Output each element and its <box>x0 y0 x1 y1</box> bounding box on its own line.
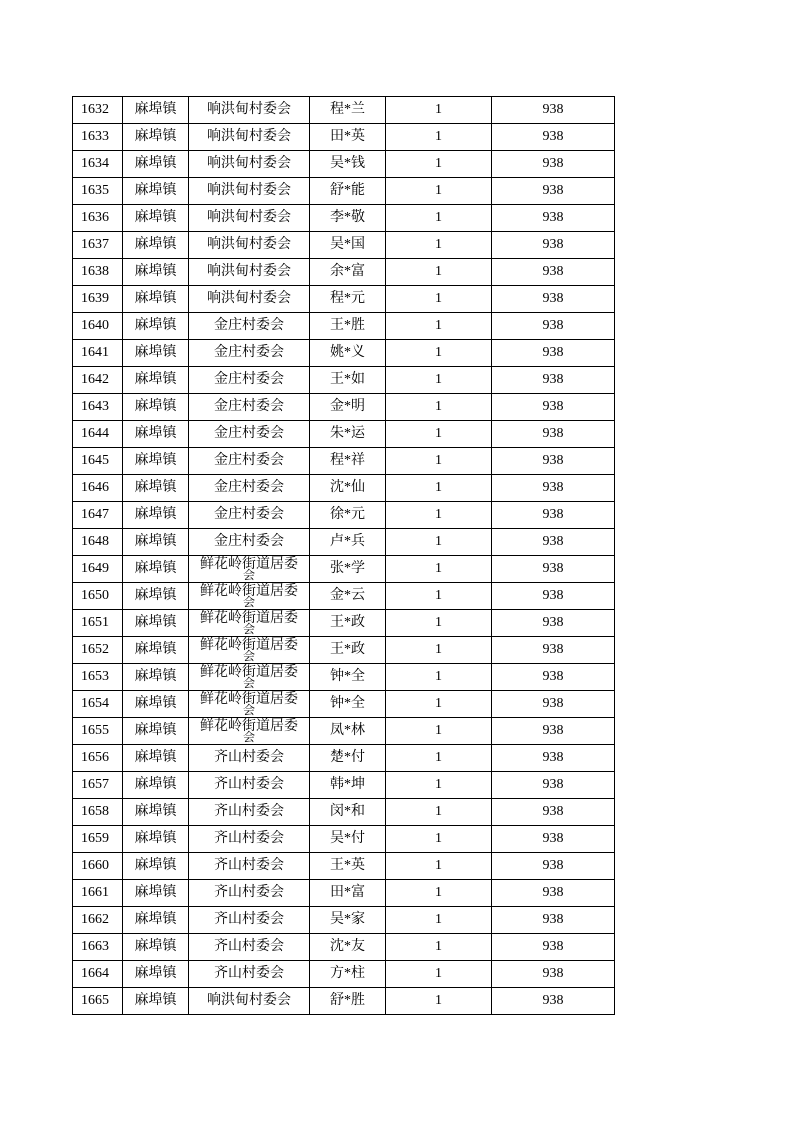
person-name-cell: 吴*付 <box>310 826 386 853</box>
count-cell: 1 <box>386 97 492 124</box>
unit-cell: 响洪甸村委会 <box>189 286 310 313</box>
person-name-cell: 张*学 <box>310 556 386 583</box>
count-cell: 1 <box>386 151 492 178</box>
person-name-cell: 姚*义 <box>310 340 386 367</box>
person-name-cell: 李*敬 <box>310 205 386 232</box>
row-number-cell: 1663 <box>73 934 123 961</box>
person-name-cell: 闵*和 <box>310 799 386 826</box>
person-name-cell: 舒*能 <box>310 178 386 205</box>
person-name-cell: 吴*国 <box>310 232 386 259</box>
town-cell: 麻埠镇 <box>123 448 189 475</box>
row-number-cell: 1632 <box>73 97 123 124</box>
unit-cell: 齐山村委会 <box>189 772 310 799</box>
count-cell: 1 <box>386 529 492 556</box>
unit-cell: 响洪甸村委会 <box>189 151 310 178</box>
row-number-cell: 1657 <box>73 772 123 799</box>
unit-cell: 金庄村委会 <box>189 340 310 367</box>
count-cell: 1 <box>386 502 492 529</box>
town-cell: 麻埠镇 <box>123 151 189 178</box>
amount-cell: 938 <box>492 340 615 367</box>
row-number-cell: 1635 <box>73 178 123 205</box>
count-cell: 1 <box>386 556 492 583</box>
town-cell: 麻埠镇 <box>123 907 189 934</box>
town-cell: 麻埠镇 <box>123 421 189 448</box>
town-cell: 麻埠镇 <box>123 232 189 259</box>
town-cell: 麻埠镇 <box>123 556 189 583</box>
row-number-cell: 1645 <box>73 448 123 475</box>
town-cell: 麻埠镇 <box>123 637 189 664</box>
table-row <box>73 826 615 853</box>
unit-cell: 齐山村委会 <box>189 826 310 853</box>
table-row <box>73 475 615 502</box>
record-table <box>72 96 615 1015</box>
unit-line-1: 鲜花岭街道居委 <box>200 692 298 707</box>
unit-cell: 金庄村委会 <box>189 394 310 421</box>
person-name-cell: 钟*全 <box>310 691 386 718</box>
count-cell: 1 <box>386 232 492 259</box>
row-number-cell: 1637 <box>73 232 123 259</box>
count-cell: 1 <box>386 637 492 664</box>
town-cell: 麻埠镇 <box>123 394 189 421</box>
person-name-cell: 金*云 <box>310 583 386 610</box>
unit-line-1: 鲜花岭街道居委 <box>200 557 298 572</box>
amount-cell: 938 <box>492 772 615 799</box>
table-row <box>73 97 615 124</box>
unit-cell: 齐山村委会 <box>189 907 310 934</box>
table-row <box>73 745 615 772</box>
town-cell: 麻埠镇 <box>123 664 189 691</box>
amount-cell: 938 <box>492 448 615 475</box>
town-cell: 麻埠镇 <box>123 367 189 394</box>
person-name-cell: 吴*钱 <box>310 151 386 178</box>
amount-cell: 938 <box>492 583 615 610</box>
person-name-cell: 程*兰 <box>310 97 386 124</box>
count-cell: 1 <box>386 907 492 934</box>
unit-cell: 齐山村委会 <box>189 961 310 988</box>
row-number-cell: 1638 <box>73 259 123 286</box>
unit-line-1: 鲜花岭街道居委 <box>200 638 298 653</box>
count-cell: 1 <box>386 799 492 826</box>
row-number-cell: 1655 <box>73 718 123 745</box>
amount-cell: 938 <box>492 205 615 232</box>
person-name-cell: 王*政 <box>310 610 386 637</box>
town-cell: 麻埠镇 <box>123 880 189 907</box>
count-cell: 1 <box>386 205 492 232</box>
count-cell: 1 <box>386 583 492 610</box>
count-cell: 1 <box>386 286 492 313</box>
town-cell: 麻埠镇 <box>123 502 189 529</box>
amount-cell: 938 <box>492 934 615 961</box>
count-cell: 1 <box>386 934 492 961</box>
amount-cell: 938 <box>492 988 615 1015</box>
row-number-cell: 1662 <box>73 907 123 934</box>
person-name-cell: 田*富 <box>310 880 386 907</box>
amount-cell: 938 <box>492 637 615 664</box>
row-number-cell: 1656 <box>73 745 123 772</box>
row-number-cell: 1665 <box>73 988 123 1015</box>
town-cell: 麻埠镇 <box>123 178 189 205</box>
table-row <box>73 205 615 232</box>
table-row <box>73 610 615 637</box>
table-row <box>73 907 615 934</box>
person-name-cell: 田*英 <box>310 124 386 151</box>
table-row <box>73 583 615 610</box>
amount-cell: 938 <box>492 502 615 529</box>
table-row <box>73 151 615 178</box>
row-number-cell: 1641 <box>73 340 123 367</box>
row-number-cell: 1653 <box>73 664 123 691</box>
unit-cell: 齐山村委会 <box>189 934 310 961</box>
town-cell: 麻埠镇 <box>123 934 189 961</box>
amount-cell: 938 <box>492 907 615 934</box>
unit-cell: 金庄村委会 <box>189 313 310 340</box>
unit-line-1: 鲜花岭街道居委 <box>200 719 298 734</box>
row-number-cell: 1652 <box>73 637 123 664</box>
unit-line-2: 会 <box>242 676 255 690</box>
town-cell: 麻埠镇 <box>123 313 189 340</box>
count-cell: 1 <box>386 610 492 637</box>
row-number-cell: 1643 <box>73 394 123 421</box>
amount-cell: 938 <box>492 259 615 286</box>
count-cell: 1 <box>386 340 492 367</box>
amount-cell: 938 <box>492 826 615 853</box>
person-name-cell: 韩*坤 <box>310 772 386 799</box>
unit-cell: 响洪甸村委会 <box>189 259 310 286</box>
table-row <box>73 664 615 691</box>
table-row <box>73 340 615 367</box>
unit-cell <box>189 664 310 691</box>
row-number-cell: 1644 <box>73 421 123 448</box>
unit-line-2: 会 <box>242 649 255 663</box>
row-number-cell: 1640 <box>73 313 123 340</box>
count-cell: 1 <box>386 448 492 475</box>
table-row <box>73 637 615 664</box>
person-name-cell: 王*胜 <box>310 313 386 340</box>
unit-cell: 金庄村委会 <box>189 448 310 475</box>
amount-cell: 938 <box>492 151 615 178</box>
row-number-cell: 1659 <box>73 826 123 853</box>
amount-cell: 938 <box>492 853 615 880</box>
amount-cell: 938 <box>492 745 615 772</box>
unit-cell: 金庄村委会 <box>189 529 310 556</box>
person-name-cell: 徐*元 <box>310 502 386 529</box>
table-row <box>73 529 615 556</box>
unit-cell: 金庄村委会 <box>189 475 310 502</box>
town-cell: 麻埠镇 <box>123 583 189 610</box>
amount-cell: 938 <box>492 367 615 394</box>
amount-cell: 938 <box>492 799 615 826</box>
town-cell: 麻埠镇 <box>123 853 189 880</box>
town-cell: 麻埠镇 <box>123 826 189 853</box>
amount-cell: 938 <box>492 556 615 583</box>
town-cell: 麻埠镇 <box>123 691 189 718</box>
person-name-cell: 凤*林 <box>310 718 386 745</box>
town-cell: 麻埠镇 <box>123 475 189 502</box>
town-cell: 麻埠镇 <box>123 124 189 151</box>
table-row <box>73 286 615 313</box>
table-row <box>73 799 615 826</box>
count-cell: 1 <box>386 745 492 772</box>
amount-cell: 938 <box>492 178 615 205</box>
unit-cell: 金庄村委会 <box>189 367 310 394</box>
amount-cell: 938 <box>492 286 615 313</box>
amount-cell: 938 <box>492 880 615 907</box>
table-row <box>73 961 615 988</box>
town-cell: 麻埠镇 <box>123 772 189 799</box>
amount-cell: 938 <box>492 421 615 448</box>
table-row <box>73 934 615 961</box>
person-name-cell: 金*明 <box>310 394 386 421</box>
table-row <box>73 178 615 205</box>
amount-cell: 938 <box>492 691 615 718</box>
town-cell: 麻埠镇 <box>123 745 189 772</box>
amount-cell: 938 <box>492 610 615 637</box>
town-cell: 麻埠镇 <box>123 286 189 313</box>
unit-line-2: 会 <box>242 595 255 609</box>
row-number-cell: 1650 <box>73 583 123 610</box>
table-row <box>73 691 615 718</box>
unit-line-1: 鲜花岭街道居委 <box>200 611 298 626</box>
row-number-cell: 1633 <box>73 124 123 151</box>
amount-cell: 938 <box>492 961 615 988</box>
row-number-cell: 1654 <box>73 691 123 718</box>
unit-cell: 响洪甸村委会 <box>189 205 310 232</box>
unit-cell: 响洪甸村委会 <box>189 178 310 205</box>
count-cell: 1 <box>386 961 492 988</box>
town-cell: 麻埠镇 <box>123 205 189 232</box>
person-name-cell: 吴*家 <box>310 907 386 934</box>
unit-cell <box>189 691 310 718</box>
row-number-cell: 1646 <box>73 475 123 502</box>
person-name-cell: 余*富 <box>310 259 386 286</box>
row-number-cell: 1651 <box>73 610 123 637</box>
table-row <box>73 502 615 529</box>
count-cell: 1 <box>386 772 492 799</box>
unit-line-2: 会 <box>242 703 255 717</box>
row-number-cell: 1648 <box>73 529 123 556</box>
person-name-cell: 钟*全 <box>310 664 386 691</box>
table-row <box>73 232 615 259</box>
count-cell: 1 <box>386 853 492 880</box>
person-name-cell: 舒*胜 <box>310 988 386 1015</box>
row-number-cell: 1647 <box>73 502 123 529</box>
unit-cell: 响洪甸村委会 <box>189 988 310 1015</box>
table-row <box>73 394 615 421</box>
person-name-cell: 楚*付 <box>310 745 386 772</box>
row-number-cell: 1636 <box>73 205 123 232</box>
count-cell: 1 <box>386 988 492 1015</box>
unit-cell <box>189 718 310 745</box>
table-row <box>73 448 615 475</box>
table-row <box>73 772 615 799</box>
amount-cell: 938 <box>492 232 615 259</box>
unit-cell <box>189 556 310 583</box>
unit-line-2: 会 <box>242 622 255 636</box>
unit-cell <box>189 610 310 637</box>
unit-cell <box>189 583 310 610</box>
town-cell: 麻埠镇 <box>123 610 189 637</box>
person-name-cell: 沈*友 <box>310 934 386 961</box>
count-cell: 1 <box>386 178 492 205</box>
unit-cell: 金庄村委会 <box>189 502 310 529</box>
unit-cell: 金庄村委会 <box>189 421 310 448</box>
table-row <box>73 718 615 745</box>
person-name-cell: 朱*运 <box>310 421 386 448</box>
row-number-cell: 1642 <box>73 367 123 394</box>
unit-cell: 响洪甸村委会 <box>189 232 310 259</box>
town-cell: 麻埠镇 <box>123 259 189 286</box>
count-cell: 1 <box>386 880 492 907</box>
unit-line-1: 鲜花岭街道居委 <box>200 665 298 680</box>
person-name-cell: 王*英 <box>310 853 386 880</box>
town-cell: 麻埠镇 <box>123 340 189 367</box>
row-number-cell: 1661 <box>73 880 123 907</box>
amount-cell: 938 <box>492 664 615 691</box>
row-number-cell: 1634 <box>73 151 123 178</box>
record-table-body <box>73 97 615 1015</box>
town-cell: 麻埠镇 <box>123 718 189 745</box>
count-cell: 1 <box>386 124 492 151</box>
table-row <box>73 259 615 286</box>
person-name-cell: 王*如 <box>310 367 386 394</box>
count-cell: 1 <box>386 826 492 853</box>
unit-line-2: 会 <box>242 568 255 582</box>
amount-cell: 938 <box>492 529 615 556</box>
row-number-cell: 1639 <box>73 286 123 313</box>
count-cell: 1 <box>386 394 492 421</box>
amount-cell: 938 <box>492 475 615 502</box>
town-cell: 麻埠镇 <box>123 988 189 1015</box>
unit-cell <box>189 637 310 664</box>
town-cell: 麻埠镇 <box>123 799 189 826</box>
count-cell: 1 <box>386 313 492 340</box>
person-name-cell: 程*元 <box>310 286 386 313</box>
person-name-cell: 王*政 <box>310 637 386 664</box>
table-row <box>73 853 615 880</box>
count-cell: 1 <box>386 367 492 394</box>
count-cell: 1 <box>386 475 492 502</box>
row-number-cell: 1649 <box>73 556 123 583</box>
amount-cell: 938 <box>492 97 615 124</box>
person-name-cell: 程*祥 <box>310 448 386 475</box>
row-number-cell: 1658 <box>73 799 123 826</box>
amount-cell: 938 <box>492 124 615 151</box>
table-row <box>73 556 615 583</box>
person-name-cell: 方*柱 <box>310 961 386 988</box>
unit-cell: 响洪甸村委会 <box>189 97 310 124</box>
unit-line-2: 会 <box>242 730 255 744</box>
person-name-cell: 沈*仙 <box>310 475 386 502</box>
row-number-cell: 1664 <box>73 961 123 988</box>
town-cell: 麻埠镇 <box>123 961 189 988</box>
table-row <box>73 124 615 151</box>
unit-cell: 齐山村委会 <box>189 745 310 772</box>
unit-cell: 齐山村委会 <box>189 799 310 826</box>
unit-cell: 齐山村委会 <box>189 880 310 907</box>
count-cell: 1 <box>386 259 492 286</box>
table-row <box>73 367 615 394</box>
amount-cell: 938 <box>492 718 615 745</box>
amount-cell: 938 <box>492 394 615 421</box>
unit-line-1: 鲜花岭街道居委 <box>200 584 298 599</box>
row-number-cell: 1660 <box>73 853 123 880</box>
town-cell: 麻埠镇 <box>123 97 189 124</box>
table-row <box>73 988 615 1015</box>
unit-cell: 齐山村委会 <box>189 853 310 880</box>
amount-cell: 938 <box>492 313 615 340</box>
table-row <box>73 421 615 448</box>
unit-cell: 响洪甸村委会 <box>189 124 310 151</box>
town-cell: 麻埠镇 <box>123 529 189 556</box>
person-name-cell: 卢*兵 <box>310 529 386 556</box>
table-row <box>73 880 615 907</box>
count-cell: 1 <box>386 421 492 448</box>
table-row <box>73 313 615 340</box>
count-cell: 1 <box>386 718 492 745</box>
count-cell: 1 <box>386 664 492 691</box>
count-cell: 1 <box>386 691 492 718</box>
